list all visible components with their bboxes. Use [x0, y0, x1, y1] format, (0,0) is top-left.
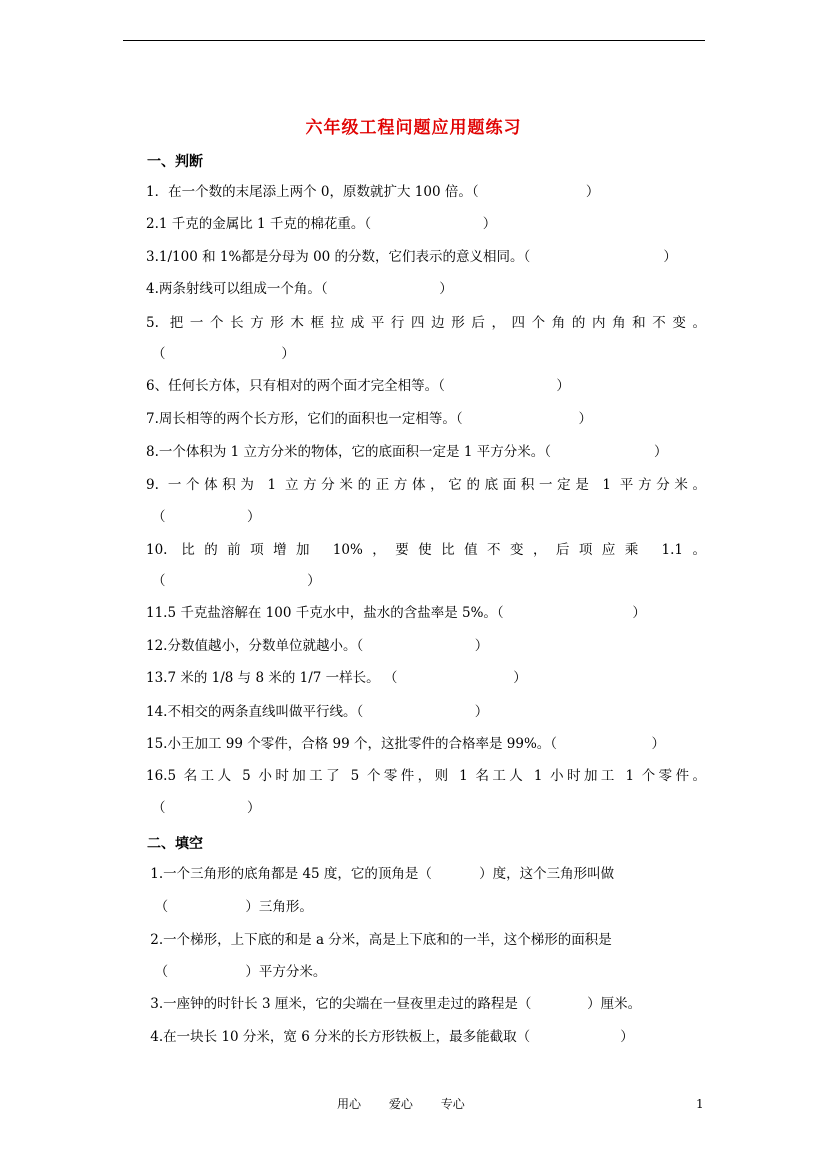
- answer-blank: （ ）平方分米。: [146, 964, 327, 980]
- question-line: 7.周长相等的两个长方形，它们的面积也一定相等。（ ）: [146, 411, 592, 427]
- question-line: 12.分数值越小，分数单位就越小。（ ）: [146, 638, 489, 654]
- footer-motto: [337, 1095, 489, 1112]
- page-number: 1: [696, 1097, 704, 1111]
- question-line: 2.一个梯形，上下底的和是 a 分米，高是上下底和的一半，这个梯形的面积是: [146, 932, 612, 948]
- footer-word: 用心: [337, 1097, 362, 1111]
- question-line: 13.7 米的 1/8 与 8 米的 1/7 一样长。 （ ）: [146, 670, 527, 686]
- question-line: 15.小王加工 99 个零件，合格 99 个，这批零件的合格率是 99%。（ ）: [146, 736, 665, 752]
- answer-blank: （ ）: [152, 573, 321, 589]
- footer-word: 爱心: [388, 1097, 413, 1111]
- answer-blank: （ ）: [152, 800, 261, 816]
- answer-blank: （ ）: [152, 509, 261, 525]
- answer-blank: （ ）: [152, 346, 295, 362]
- question-line: 1．在一个数的末尾添上两个 0，原数就扩大 100 倍。（ ）: [146, 184, 600, 200]
- section-heading-judgment: 一、判断: [147, 154, 203, 170]
- header-rule: [123, 40, 705, 41]
- question-line: 16.5 名工人 5 小时加工了 5 个零件，则 1 名工人 1 小时加工 1 个零件。: [146, 768, 706, 784]
- question-line: 3.一座钟的时针长 3 厘米，它的尖端在一昼夜里走过的路程是（ ）厘米。: [146, 996, 642, 1012]
- question-line: 11.5 千克盐溶解在 100 千克水中，盐水的含盐率是 5%。（ ）: [146, 605, 646, 621]
- question-line: 10. 比的前项增加 10%，要使比值不变，后项应乘 1.1。: [146, 542, 706, 558]
- question-line: 14.不相交的两条直线叫做平行线。（ ）: [146, 704, 489, 720]
- question-line: 4.在一块长 10 分米，宽 6 分米的长方形铁板上，最多能截取（ ）: [146, 1029, 634, 1045]
- question-line: 5. 把一个长方形木框拉成平行四边形后，四个角的内角和不变。: [146, 315, 706, 331]
- question-line: 9. 一个体积为 1 立方分米的正方体，它的底面积一定是 1 平方分米。: [146, 477, 706, 493]
- answer-blank: （ ）三角形。: [146, 899, 313, 915]
- question-line: 8.一个体积为 1 立方分米的物体，它的底面积一定是 1 平方分米。（ ）: [146, 444, 668, 460]
- question-line: 6、任何长方体，只有相对的两个面才完全相等。（ ）: [146, 378, 570, 394]
- question-line: 2.1 千克的金属比 1 千克的棉花重。（ ）: [146, 216, 497, 232]
- question-line: 3.1/100 和 1%都是分母为 00 的分数，它们表示的意义相同。（ ）: [146, 249, 677, 265]
- question-line: 1.一个三角形的底角都是 45 度，它的顶角是（ ）度，这个三角形叫做: [146, 866, 615, 882]
- question-line: 4.两条射线可以组成一个角。（ ）: [146, 281, 453, 297]
- page-title: 六年级工程问题应用题练习: [305, 118, 522, 138]
- footer-word: 专心: [440, 1097, 465, 1111]
- section-heading-fill-in: 二、填空: [147, 836, 203, 852]
